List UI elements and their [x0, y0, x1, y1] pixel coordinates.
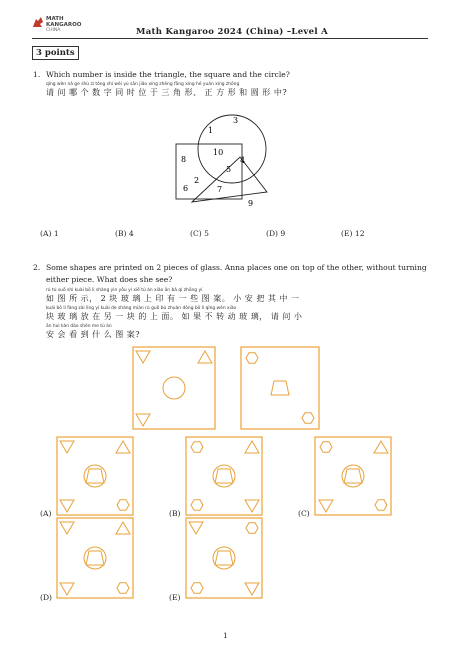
q2-option-b-figure[interactable] — [186, 437, 262, 515]
q2-text-en-line1: Some shapes are printed on 2 pieces of glass. Anna places one on top of the other, without turning — [46, 263, 427, 272]
q1-text-en: Which number is inside the triangle, the square and the circle? — [46, 70, 290, 79]
q1-option-c[interactable]: (C) 5 — [190, 229, 209, 238]
glass-piece-1 — [133, 347, 215, 429]
q2-option-d-label[interactable]: (D) — [40, 593, 53, 602]
q2-option-c-label[interactable]: (C) — [298, 509, 310, 518]
q1-number: 1. — [33, 70, 41, 79]
logo-line2: KANGAROO — [46, 22, 82, 28]
q1-num-9: 9 — [248, 199, 254, 208]
q1-text-zh: 请 问 哪 个 数 字 同 时 位 于 三 角 形、 正 方 形 和 圆 形 中? — [46, 88, 288, 97]
q2-text-zh-3: 安 会 看 到 什 么 图 案? — [46, 330, 141, 339]
q2-option-a-label[interactable]: (A) — [40, 509, 52, 518]
q1-pinyin: qǐng wèn nǎ ge shù zì tóng shí wèi yú sān jiǎo xíng zhèng fāng xíng hé yuán xíng zhōng — [46, 82, 240, 87]
q1-num-10: 10 — [213, 148, 224, 157]
q1-num-6: 6 — [183, 184, 189, 193]
q2-pinyin-2: kuài bō li fàng zài lìng yí kuài de shàng miàn rú guǒ bù zhuàn dòng bō li qǐng wèn xiǎo — [46, 306, 237, 311]
q2-option-d-figure[interactable] — [57, 518, 133, 598]
q2-text-en-line2: either piece. What does she see? — [46, 275, 173, 284]
q1-num-1: 1 — [208, 126, 214, 135]
q1-num-7: 7 — [217, 185, 223, 194]
q2-pinyin-1: rú tú suǒ shì kuài bō li shàng yìn yǒu yì xiē tú àn xiǎo ān bǎ qí zhōng yí — [46, 288, 203, 293]
q2-option-e-label[interactable]: (E) — [169, 593, 181, 602]
glass-piece-2 — [241, 347, 319, 429]
page-header-title: Math Kangaroo 2024 (China) –Level A — [136, 27, 329, 37]
logo-line3: CHINA — [46, 28, 61, 33]
points-section-label: 3 points — [32, 46, 79, 60]
logo-line1: MATH — [46, 16, 64, 22]
q1-option-d[interactable]: (D) 9 — [266, 229, 286, 238]
q2-pinyin-3: ān huì kàn dào shén me tú àn — [46, 324, 112, 329]
q1-option-a[interactable]: (A) 1 — [40, 229, 59, 238]
q2-option-c-figure[interactable] — [315, 437, 391, 515]
q1-num-4: 4 — [240, 156, 246, 165]
q2-option-a-figure[interactable] — [57, 437, 133, 515]
q2-text-zh-2: 块 玻 璃 放 在 另 一 块 的 上 面。 如 果 不 转 动 玻 璃， 请 问 小 — [46, 312, 303, 321]
q2-option-e-figure[interactable] — [186, 518, 262, 598]
q1-option-b[interactable]: (B) 4 — [115, 229, 134, 238]
page-number: 1 — [223, 631, 228, 640]
q1-num-8: 8 — [181, 155, 187, 164]
q1-option-e[interactable]: (E) 12 — [341, 229, 365, 238]
q2-text-zh-1: 如 图 所 示， 2 块 玻 璃 上 印 有 一 些 图 案。 小 安 把 其 中 一 — [46, 294, 300, 303]
q1-num-3: 3 — [233, 116, 239, 125]
q1-num-5: 5 — [226, 165, 232, 174]
q2-option-b-label[interactable]: (B) — [169, 509, 181, 518]
q1-num-2: 2 — [194, 176, 200, 185]
q2-number: 2. — [33, 263, 41, 272]
